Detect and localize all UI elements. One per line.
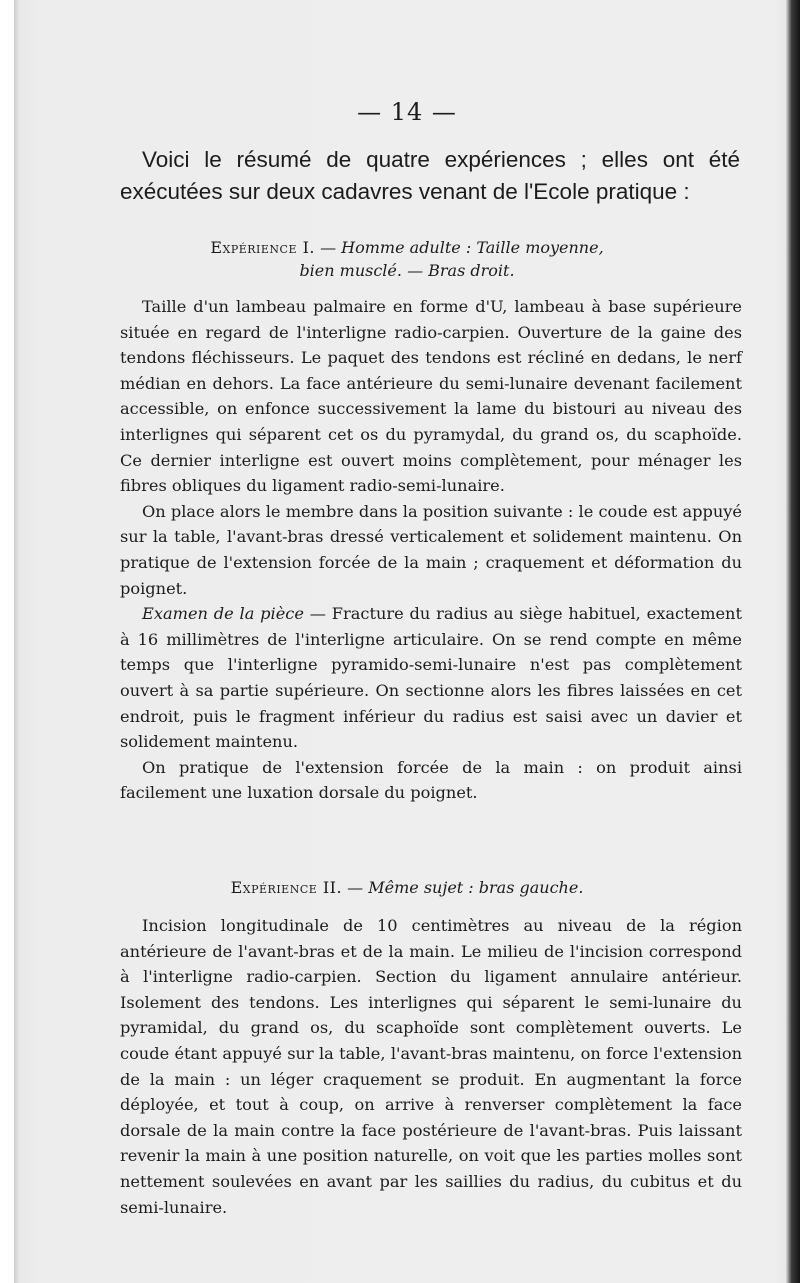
experience-2-title: — Même sujet : bras gauche. [347, 878, 584, 897]
exam-text: — Fracture du radius au siège habituel, exactement à 16 millimètres de l'interligne articulaire. On se rend compte en même temps que l'interligne pyramido-semi-lunaire n'est pas complètement ouvert à sa partie supérieure. On sectionne alors les fibres laissées en cet endroit, puis le fragment inférieur du radius est saisi avec un davier et solidement maintenu. [120, 604, 742, 752]
page-number: — 14 — [357, 98, 457, 126]
scanned-page [14, 0, 800, 1283]
experience-1-body [120, 294, 742, 806]
experience-1-title-line1: — Homme adulte : Taille moyenne, [320, 238, 604, 257]
intro-paragraph [120, 144, 740, 208]
experience-2-heading [14, 876, 800, 899]
experience-1-heading [14, 236, 800, 282]
experience-1-exam-paragraph [120, 601, 742, 755]
page-edge-shadow [786, 0, 800, 1283]
experience-1-paragraph-1: Taille d'un lambeau palmaire en forme d'U, lambeau à base supérieure située en regard de l'interligne radio-carpien. Ouverture de la gaine des tendons fléchisseurs. Le paquet des tendons est récliné en dedans, le nerf médian en dehors. La face antérieure du semi-lunaire devenant facilement accessible, on enfonce successivement la lame du bistouri au niveau des interlignes qui séparent cet os du pyramydal, du grand os, du scaphoïde. Ce dernier interligne est ouvert moins complètement, pour ménager les fibres obliques du ligament radio-semi-lunaire. [120, 297, 742, 496]
experience-1-final-paragraph: On pratique de l'extension forcée de la main : on produit ainsi facilement une luxation dorsale du poignet. [120, 757, 742, 803]
experience-2-body [120, 913, 742, 1220]
experience-2-paragraph: Incision longitudinale de 10 centimètres au niveau de la région antérieure de l'avant-bras et de la main. Le milieu de l'incision correspond à l'interligne radio-carpien. Section du ligament annulaire antérieur. Isolement des tendons. Les interlignes qui séparent le semi-lunaire du pyramidal, du grand os, du scaphoïde sont complètement ouverts. Le coude étant appuyé sur la table, l'avant-bras maintenu, on force l'extension de la main : un léger craquement se produit. En augmentant la force déployée, et tout à coup, on arrive à renverser complètement la face dorsale de la main contre la face postérieure de l'avant-bras. Puis laissant revenir la main à une position naturelle, on voit que les parties molles sont nettement soulevées en avant par les saillies du radius, du cubitus et du semi-lunaire. [120, 916, 742, 1217]
experience-2-label: Expérience II. [230, 878, 343, 897]
experience-1-title-line2: bien musclé. — Bras droit. [299, 261, 515, 280]
exam-label: Examen de la pièce [142, 604, 304, 624]
experience-1-paragraph-2: On place alors le membre dans la position suivante : le coude est appuyé sur la table, l'avant-bras dressé verticalement et solidement maintenu. On pratique de l'extension forcée de la main ; craquement et déformation du poignet. [120, 501, 742, 598]
intro-text: Voici le résumé de quatre expériences ; elles ont été exécutées sur deux cadavres venant de l'Ecole pratique : [120, 147, 740, 204]
experience-1-label: Expérience I. [210, 238, 315, 257]
